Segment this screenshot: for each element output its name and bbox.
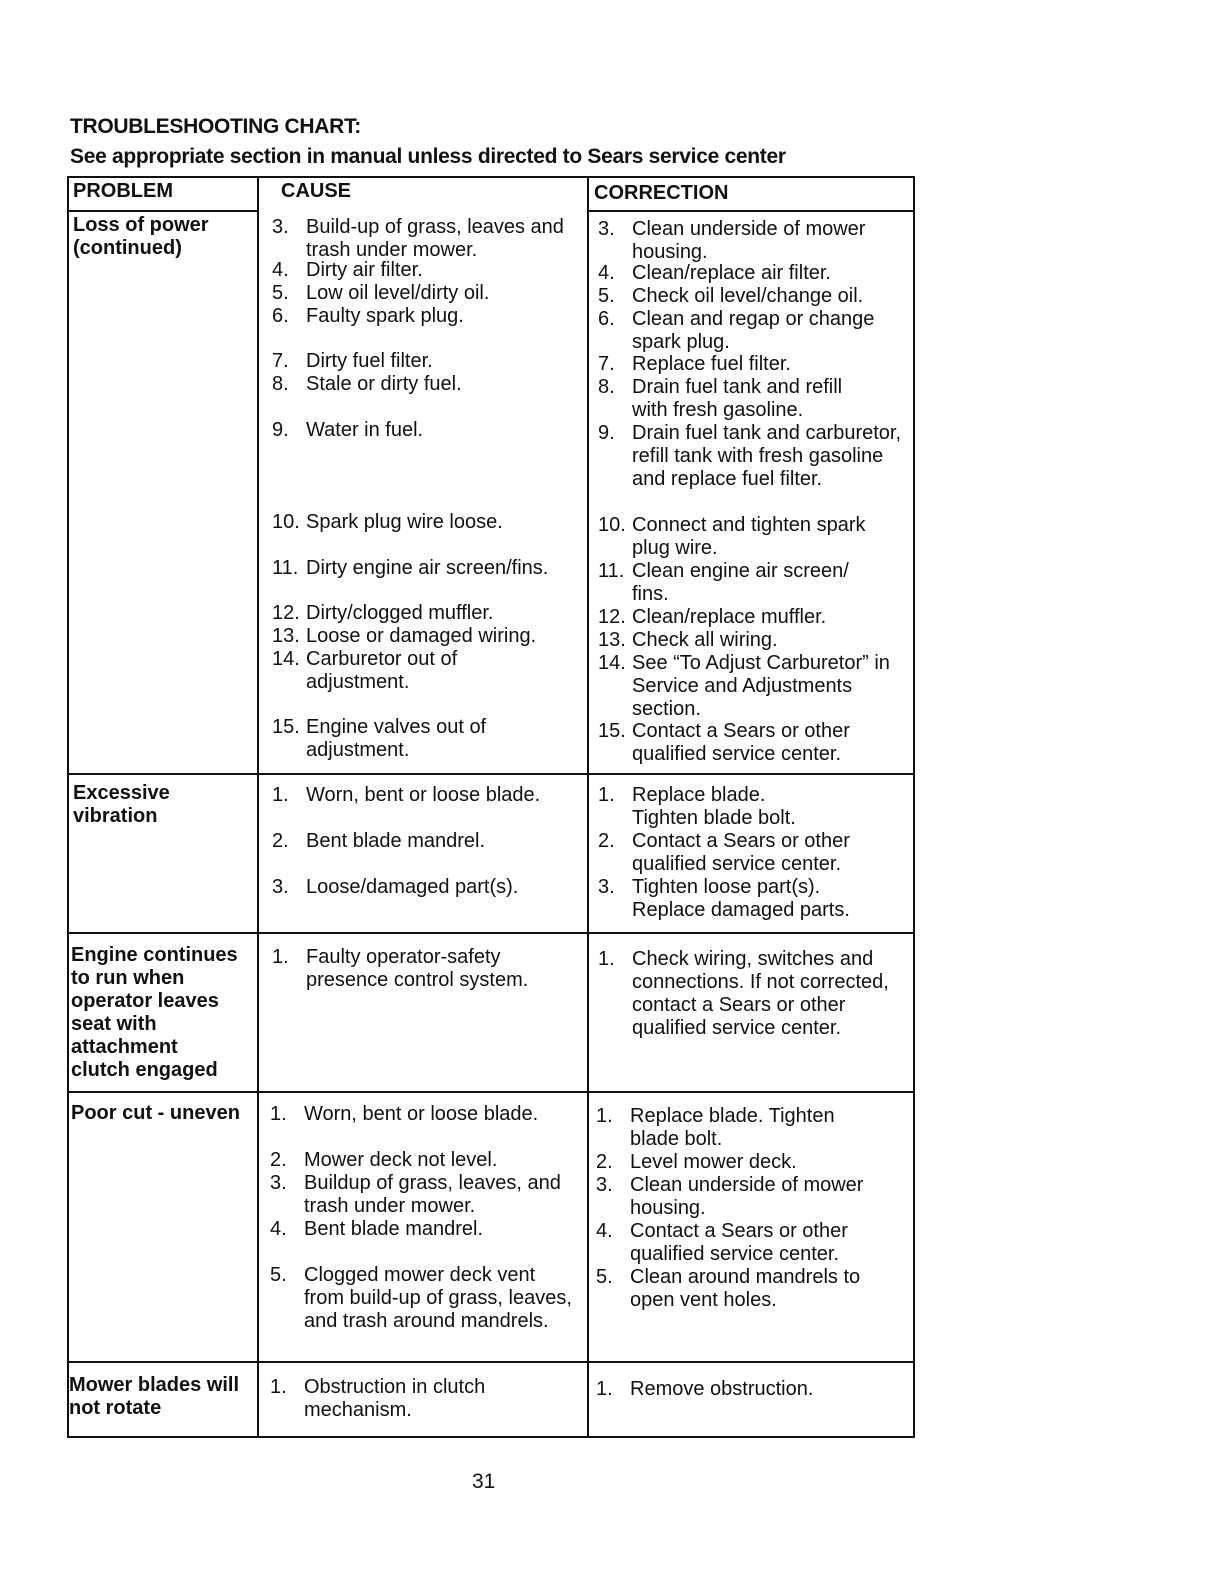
correction-item [598, 353, 908, 376]
cause-item [272, 625, 582, 648]
cause-item [272, 305, 582, 328]
item-number: 2. [596, 1151, 613, 1173]
item-text: Loose/damaged part(s). [306, 876, 519, 898]
item-number: 14. [598, 652, 626, 674]
header-rule-problem [67, 210, 257, 212]
correction-item [598, 948, 912, 1040]
cause-item [272, 946, 566, 992]
item-number: 12. [598, 606, 626, 628]
correction-item [598, 218, 908, 264]
item-number: 5. [596, 1266, 613, 1288]
item-number: 3. [272, 876, 289, 898]
item-text: Engine valves out of adjustment. [306, 716, 487, 761]
item-text: Check wiring, switches and connections. If not corrected, contact a Sears or other qualified service center. [632, 948, 889, 1039]
item-text: Bent blade mandrel. [306, 830, 486, 852]
header-problem: PROBLEM [73, 180, 173, 202]
cause-item [272, 419, 582, 442]
correction-item [598, 285, 908, 308]
troubleshooting-table [67, 176, 915, 1438]
problem-label: Excessive vibration [73, 782, 170, 827]
item-number: 4. [598, 262, 615, 284]
item-number: 12. [272, 602, 300, 624]
correction-item [596, 1105, 880, 1151]
correction-item [598, 784, 802, 830]
item-number: 1. [272, 946, 289, 968]
chart-subtitle: See appropriate section in manual unless directed to Sears service center [70, 145, 786, 168]
column-divider-1 [257, 176, 259, 1438]
item-number: 3. [596, 1174, 613, 1196]
page-number: 31 [472, 1470, 496, 1493]
item-number: 15. [272, 716, 300, 738]
item-text: Carburetor out of adjustment. [306, 648, 458, 693]
item-number: 4. [270, 1218, 287, 1240]
item-text: Low oil level/dirty oil. [306, 282, 490, 304]
item-text: Clean/replace air filter. [632, 262, 831, 284]
item-text: Mower deck not level. [304, 1149, 498, 1171]
item-number: 1. [272, 784, 289, 806]
item-text: Faulty spark plug. [306, 305, 464, 327]
cause-item [272, 784, 596, 807]
item-number: 1. [596, 1378, 613, 1400]
correction-item [598, 629, 908, 652]
item-number: 3. [598, 876, 615, 898]
cause-item [270, 1103, 594, 1126]
item-number: 4. [272, 259, 289, 281]
cause-item [272, 511, 582, 534]
item-text: Drain fuel tank and refill with fresh gasoline. [632, 376, 843, 421]
problem-label: Engine continues to run when operator leaves seat with attachment clutch engaged [71, 944, 238, 1081]
item-text: Remove obstruction. [630, 1378, 814, 1400]
correction-item [596, 1220, 880, 1266]
section-divider-2 [67, 932, 915, 934]
item-number: 15. [598, 720, 626, 742]
item-number: 13. [598, 629, 626, 651]
correction-item [598, 422, 912, 491]
section-divider-3 [67, 1091, 915, 1093]
correction-item [598, 830, 872, 876]
item-number: 1. [270, 1103, 287, 1125]
item-number: 9. [272, 419, 289, 441]
table-left-border [67, 176, 69, 1438]
cause-item [272, 602, 582, 625]
item-text: Dirty air filter. [306, 259, 423, 281]
item-text: Clean underside of mower housing. [630, 1174, 864, 1219]
item-number: 5. [270, 1264, 287, 1286]
item-text: Worn, bent or loose blade. [306, 784, 541, 806]
header-correction: CORRECTION [594, 182, 729, 204]
cause-item [272, 876, 582, 899]
item-text: Check all wiring. [632, 629, 778, 651]
item-text: Spark plug wire loose. [306, 511, 503, 533]
item-text: Contact a Sears or other qualified service center. [632, 830, 850, 875]
chart-title: TROUBLESHOOTING CHART: [70, 115, 361, 138]
correction-item [598, 652, 912, 721]
correction-item [598, 514, 908, 560]
item-number: 3. [270, 1172, 287, 1194]
item-text: Bent blade mandrel. [304, 1218, 484, 1240]
item-number: 2. [270, 1149, 287, 1171]
item-text: Drain fuel tank and carburetor, refill tank with fresh gasoline and replace fuel filter. [632, 422, 902, 490]
cause-list [272, 216, 582, 761]
item-number: 14. [272, 648, 300, 670]
item-number: 7. [598, 353, 615, 375]
item-number: 6. [272, 305, 289, 327]
item-text: Dirty engine air screen/fins. [306, 557, 549, 579]
correction-item [596, 1378, 906, 1401]
item-number: 10. [272, 511, 300, 533]
item-number: 5. [272, 282, 289, 304]
table-right-border [913, 176, 915, 1438]
item-number: 5. [598, 285, 615, 307]
item-number: 8. [598, 376, 615, 398]
item-number: 7. [272, 350, 289, 372]
correction-item [598, 262, 908, 285]
header-rule-correction [587, 210, 913, 212]
item-text: Build-up of grass, leaves and trash under mower. [306, 216, 564, 261]
cause-item [272, 350, 582, 373]
item-number: 2. [272, 830, 289, 852]
cause-item [272, 216, 582, 262]
item-text: Check oil level/change oil. [632, 285, 864, 307]
cause-item [272, 259, 582, 282]
item-text: Water in fuel. [306, 419, 424, 441]
item-text: Contact a Sears or other qualified service center. [630, 1220, 848, 1265]
cause-item [272, 373, 582, 396]
header-cause: CAUSE [281, 180, 352, 202]
cause-item [270, 1264, 574, 1333]
table-top-border [67, 176, 915, 178]
correction-item [598, 308, 908, 354]
item-text: Contact a Sears or other qualified service center. [632, 720, 850, 765]
item-number: 13. [272, 625, 300, 647]
item-number: 1. [596, 1105, 613, 1127]
cause-item [272, 716, 526, 762]
item-text: Clean/replace muffler. [632, 606, 827, 628]
item-text: Faulty operator-safety presence control system. [306, 946, 529, 991]
cause-item [270, 1376, 534, 1422]
item-text: Stale or dirty fuel. [306, 373, 462, 395]
column-divider-2 [587, 176, 589, 1438]
cause-item [270, 1149, 580, 1172]
problem-label: Poor cut - uneven [71, 1102, 240, 1124]
item-number: 8. [272, 373, 289, 395]
item-text: Clean underside of mower housing. [632, 218, 866, 263]
item-number: 3. [272, 216, 289, 238]
item-text: Tighten loose part(s). Replace damaged parts. [632, 876, 850, 921]
cause-item [272, 830, 582, 853]
item-text: Clean engine air screen/ fins. [632, 560, 849, 605]
item-text: Dirty fuel filter. [306, 350, 433, 372]
item-text: Buildup of grass, leaves, and trash under mower. [304, 1172, 561, 1217]
item-text: Level mower deck. [630, 1151, 797, 1173]
item-number: 1. [270, 1376, 287, 1398]
item-text: See “To Adjust Carburetor” in Service and Adjustments section. [632, 652, 890, 720]
correction-list [598, 218, 908, 765]
item-number: 9. [598, 422, 615, 444]
correction-item [598, 720, 908, 766]
correction-item [598, 876, 882, 922]
correction-item [596, 1151, 906, 1174]
item-text: Replace blade. Tighten blade bolt. [630, 1105, 835, 1150]
item-number: 3. [598, 218, 615, 240]
item-text: Worn, bent or loose blade. [304, 1103, 539, 1125]
item-text: Replace fuel filter. [632, 353, 791, 375]
cause-item [272, 557, 582, 580]
item-number: 2. [598, 830, 615, 852]
section-divider-1 [67, 773, 915, 775]
item-text: Obstruction in clutch mechanism. [304, 1376, 486, 1421]
item-text: Replace blade. Tighten blade bolt. [632, 784, 796, 829]
item-text: Loose or damaged wiring. [306, 625, 537, 647]
correction-item [596, 1266, 906, 1312]
problem-label: Mower blades will not rotate [69, 1374, 240, 1419]
item-text: Clogged mower deck vent from build-up of grass, leaves, and trash around mandrels. [304, 1264, 572, 1332]
cause-item [270, 1218, 580, 1241]
item-number: 10. [598, 514, 626, 536]
problem-label: Loss of power (continued) [73, 214, 209, 259]
item-text: Dirty/clogged muffler. [306, 602, 494, 624]
item-text: Clean around mandrels to open vent holes. [630, 1266, 861, 1311]
cause-item [270, 1172, 564, 1218]
table-bottom-border [67, 1436, 915, 1438]
item-text: Connect and tighten spark plug wire. [632, 514, 866, 559]
cause-item [272, 282, 582, 305]
correction-item [598, 376, 882, 422]
item-number: 11. [598, 560, 625, 582]
item-text: Clean and regap or change spark plug. [632, 308, 875, 353]
section-divider-4 [67, 1361, 915, 1363]
correction-item [596, 1174, 906, 1220]
item-number: 1. [598, 948, 615, 970]
cause-item [272, 648, 506, 694]
item-number: 6. [598, 308, 615, 330]
item-number: 11. [272, 557, 299, 579]
correction-item [598, 606, 908, 629]
item-number: 4. [596, 1220, 613, 1242]
correction-item [598, 560, 882, 606]
item-number: 1. [598, 784, 615, 806]
